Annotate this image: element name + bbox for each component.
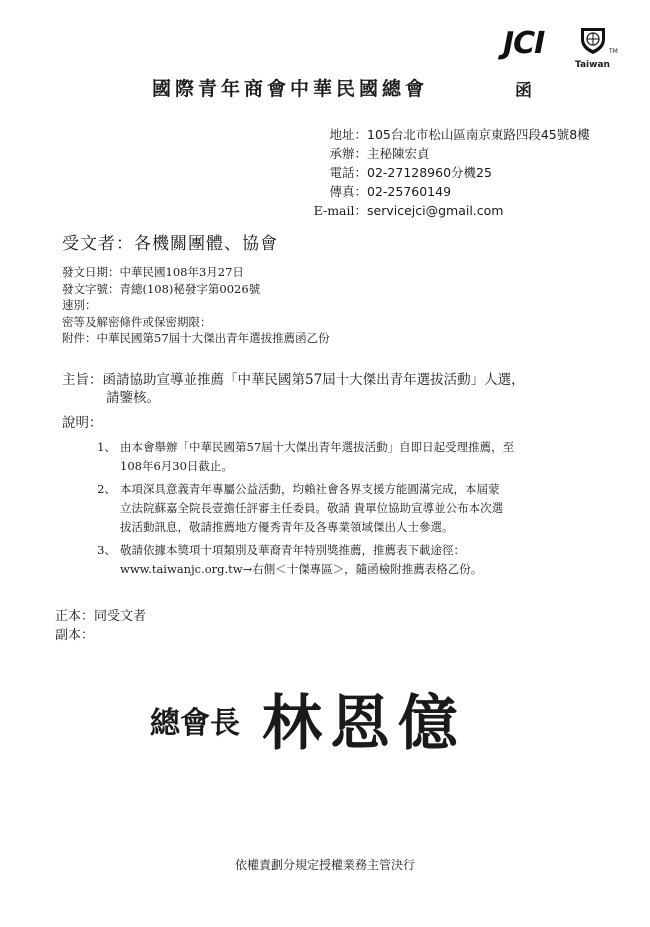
authorization-note: 依權責劃分規定授權業務主管決行 xyxy=(234,858,415,872)
contact-phone: 電話： 02-27128960分機25 xyxy=(329,165,492,180)
distribution-block xyxy=(55,607,146,645)
description-label: 說明： xyxy=(62,415,103,431)
description-item xyxy=(90,480,610,537)
contact-fax: 傳真： 02-25760149 xyxy=(329,184,452,199)
item-number: 2、 xyxy=(97,482,116,496)
original-recipient: 正本：同受文者 xyxy=(55,609,147,624)
description-item xyxy=(90,541,610,579)
logo-text: JCI xyxy=(503,26,545,61)
document-metadata xyxy=(62,264,330,347)
contact-block xyxy=(312,125,590,220)
item-line: www.taiwanjc.org.tw→右側＜十傑專區＞，隨函檢附推薦表格乙份。 xyxy=(120,562,483,576)
contact-handler: 承辦： 主秘陳宏貞 xyxy=(329,146,430,161)
copy-recipient: 副本： xyxy=(55,628,95,643)
item-line: 由本會舉辦「中華民國第57屆十大傑出青年選拔活動」自即日起受理推薦，至 xyxy=(120,440,515,454)
item-number: 3、 xyxy=(97,543,116,557)
item-line: 拔活動訊息，敬請推薦地方優秀青年及各專業領域傑出人士參選。 xyxy=(120,520,454,534)
organization-title: 國際青年商會中華民國總會 xyxy=(152,78,429,100)
attachment: 附件：中華民國第57屆十大傑出青年選拔推薦函乙份 xyxy=(62,331,330,345)
contact-email: E-mail： servicejci@gmail.com xyxy=(313,203,504,218)
description-items xyxy=(90,438,610,583)
subject-label: 主旨： xyxy=(62,372,103,388)
item-line: 108年6月30日截止。 xyxy=(120,459,233,473)
subject-text-line1: 函請協助宣導並推薦「中華民國第57屆十大傑出青年選拔活動」人選， xyxy=(102,372,525,388)
signatory-name: 林恩億 xyxy=(262,689,466,759)
logo-region: Taiwan xyxy=(575,60,610,70)
jci-shield-icon xyxy=(578,25,608,55)
speed-class: 速別： xyxy=(62,298,97,312)
item-line: 本項深具意義青年專屬公益活動，均賴社會各界支援方能圓滿完成，本屆蒙 xyxy=(120,482,500,496)
jci-logo xyxy=(503,20,621,70)
trademark-mark: TM xyxy=(609,48,618,55)
item-number: 1、 xyxy=(97,440,116,454)
item-line: 敬請依據本獎項十項類別及華裔青年特別獎推薦，推薦表下載途徑： xyxy=(120,543,465,557)
document-number: 發文字號：青總(108)秘發字第0026號 xyxy=(62,281,261,296)
recipient-line: 受文者：各機關團體、協會 xyxy=(62,234,278,254)
issue-date: 發文日期：中華民國108年3月27日 xyxy=(62,265,244,279)
contact-address: 地址： 105台北市松山區南京東路四段45號8樓 xyxy=(329,127,590,142)
signatory-title: 總會長 xyxy=(150,706,240,741)
document-type: 函 xyxy=(515,81,532,101)
subject-text-line2: 請鑒核。 xyxy=(106,390,160,406)
description-item xyxy=(90,438,610,476)
item-line: 立法院蘇嘉全院長壹擔任評審主任委員。敬請 貴單位協助宣導並公布本次選 xyxy=(120,501,504,515)
confidentiality: 密等及解密條件或保密期限： xyxy=(62,314,212,329)
subject-block xyxy=(62,371,622,407)
